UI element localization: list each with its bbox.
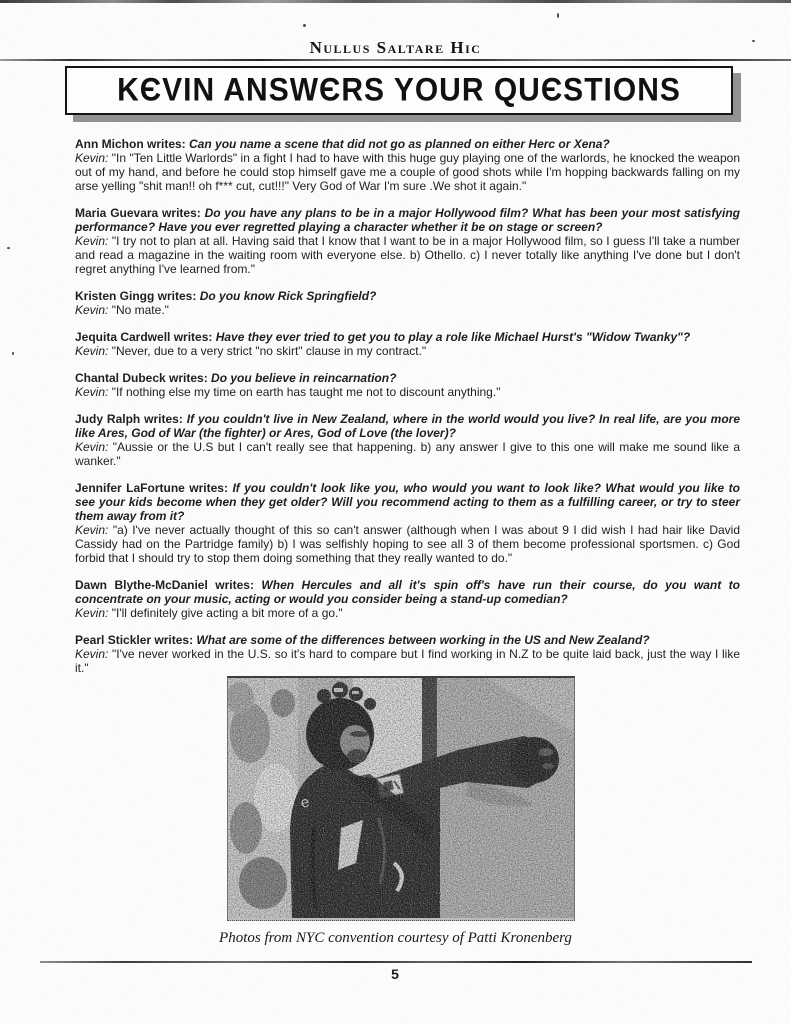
kevin-label: Kevin: xyxy=(75,303,109,317)
answer-text: "Aussie or the U.S but I can't really see that happening. b) any answer I give to this one will make me sound like a wanker." xyxy=(75,440,740,468)
qa-block xyxy=(75,578,740,620)
answer-text: "I'll definitely give acting a bit more of a go." xyxy=(111,606,343,620)
qa-block xyxy=(75,481,740,565)
question-text: If you couldn't live in New Zealand, where in the world would you live? In real life, are you more like Ares, God of War (the fighter) or Ares, God of Love (the lover)? xyxy=(75,412,740,440)
answer-line xyxy=(75,440,740,468)
newsletter-masthead: Nullus Saltare Hic xyxy=(309,38,482,57)
asker-name: Dawn Blythe-McDaniel writes: xyxy=(75,578,254,592)
qa-block xyxy=(75,330,740,358)
qa-block xyxy=(75,206,740,276)
question-text: Can you name a scene that did not go as planned on either Herc or Xena? xyxy=(189,137,610,151)
asker-name: Kristen Gingg writes: xyxy=(75,289,197,303)
question-line xyxy=(75,330,740,344)
qa-block xyxy=(75,633,740,675)
question-line xyxy=(75,578,740,606)
answer-text: "If nothing else my time on earth has taught me not to discount anything." xyxy=(111,385,501,399)
answer-line xyxy=(75,151,740,193)
answer-line xyxy=(75,303,740,317)
question-text: What are some of the differences between working in the US and New Zealand? xyxy=(196,633,650,647)
answer-text: "In "Ten Little Warlords" in a fight I had to have with this huge guy playing one of the warlords, he knocked the weapon out of my hand, and before he could stop himself gave me a couple of good shots while I'm hopping backwards falling on my arse yelling "shit man!! oh f*** cut, cut!!!" Very God of War I'm sure .We shot it again." xyxy=(75,151,740,193)
asker-name: Pearl Stickler writes: xyxy=(75,633,194,647)
qa-block xyxy=(75,412,740,468)
qa-block xyxy=(75,289,740,317)
answer-line xyxy=(75,523,740,565)
asker-name: Chantal Dubeck writes: xyxy=(75,371,208,385)
scan-speck xyxy=(7,247,10,249)
asker-name: Jequita Cardwell writes: xyxy=(75,330,213,344)
answer-text: "I've never worked in the U.S. so it's hard to compare but I find working in N.Z to be quite laid back, just the way I like it." xyxy=(75,647,741,675)
article-title-banner xyxy=(65,66,733,115)
answer-line xyxy=(75,385,740,399)
page-number: 5 xyxy=(391,966,400,982)
scan-speck xyxy=(12,352,14,355)
answer-text: "Never, due to a very strict "no skirt" clause in my contract." xyxy=(111,344,427,358)
scan-edge-artifact xyxy=(0,0,791,3)
answer-line xyxy=(75,344,740,358)
article-title: KЄVIN ANSWЄRS YOUR QUЄSTIONS xyxy=(117,72,681,108)
question-line xyxy=(75,633,740,647)
answer-line xyxy=(75,234,740,276)
asker-name: Judy Ralph writes: xyxy=(75,412,183,426)
kevin-label: Kevin: xyxy=(75,234,109,248)
answer-line xyxy=(75,647,740,675)
answer-text: "No mate." xyxy=(111,303,169,317)
question-line xyxy=(75,481,740,523)
answer-text: "a) I've never actually thought of this so can't answer (although when I was about 9 I did wish I had hair like David Cassidy had on the Partridge family) b) I was selfishly hoping to see all 3 of them become professional sportsmen. c) God forbid that I should try to stop them doing something that they really wanted to do." xyxy=(75,523,740,565)
convention-photo xyxy=(227,676,575,921)
qa-block xyxy=(75,371,740,399)
asker-name: Jennifer LaFortune writes: xyxy=(75,481,228,495)
scan-speck xyxy=(303,24,306,27)
footer-rule xyxy=(40,961,752,963)
convention-photo-art xyxy=(228,678,574,918)
question-text: Have they ever tried to get you to play a role like Michael Hurst's "Widow Twanky"? xyxy=(215,330,691,344)
kevin-label: Kevin: xyxy=(75,344,109,358)
asker-name: Ann Michon writes: xyxy=(75,137,186,151)
question-line xyxy=(75,412,740,440)
question-line xyxy=(75,206,740,234)
asker-name: Maria Guevara writes: xyxy=(75,206,201,220)
kevin-label: Kevin: xyxy=(75,440,109,454)
question-line xyxy=(75,137,740,151)
qa-column xyxy=(75,137,740,688)
question-text: When Hercules and all it's spin off's have run their course, do you want to concentrate on your music, acting or would you consider being a stand-up comedian? xyxy=(75,578,741,606)
question-text: Do you have any plans to be in a major Hollywood film? What has been your most satisfying performance? Have you ever regretted playing a character whether it be on stage or screen? xyxy=(75,206,740,234)
kevin-label: Kevin: xyxy=(75,385,109,399)
photo-caption: Photos from NYC convention courtesy of Patti Kronenberg xyxy=(219,930,572,946)
answer-line xyxy=(75,606,740,620)
kevin-label: Kevin: xyxy=(75,606,109,620)
question-text: Do you know Rick Springfield? xyxy=(199,289,377,303)
question-line xyxy=(75,371,740,385)
kevin-label: Kevin: xyxy=(75,523,109,537)
question-line xyxy=(75,289,740,303)
question-text: If you couldn't look like you, who would you want to look like? What would you like to see your kids become when they get older? Will you recommend acting to them as a fulfilling career, or try to steer them away from it? xyxy=(75,481,740,523)
kevin-label: Kevin: xyxy=(75,151,109,165)
kevin-label: Kevin: xyxy=(75,647,109,661)
question-text: Do you believe in reincarnation? xyxy=(211,371,397,385)
header-rule xyxy=(0,59,791,61)
scan-speck xyxy=(557,13,559,18)
answer-text: "I try not to plan at all. Having said that I know that I want to be in a major Hollywood film, so I guess I'll take a number and read a magazine in the waiting room with everyone else. b) Othello. c) I never totally like anything I've done but I don't regret anything I've learned from." xyxy=(75,234,740,276)
qa-block xyxy=(75,137,740,193)
